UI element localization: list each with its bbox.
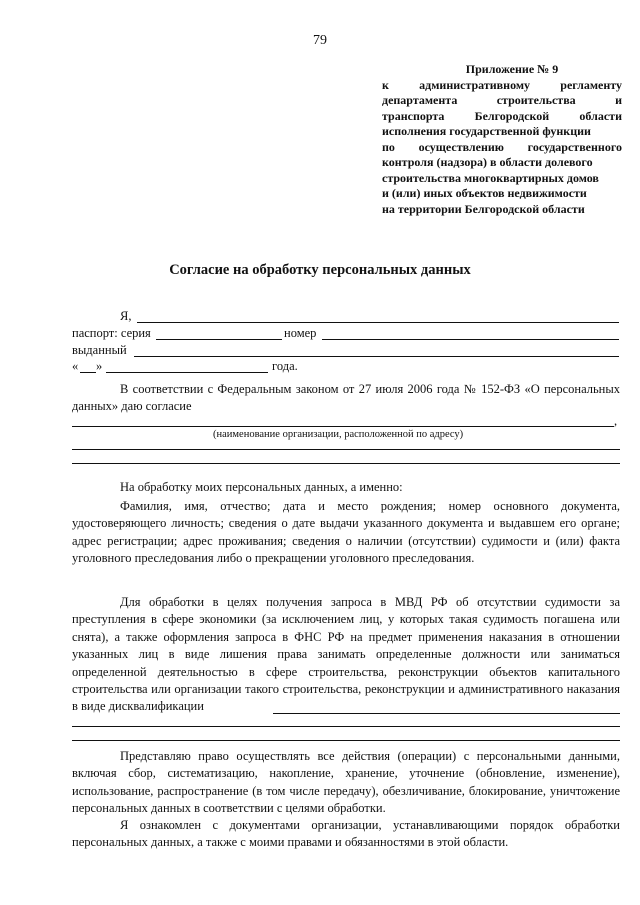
annex-line [382, 78, 622, 94]
annex-word: транспорта [382, 108, 445, 123]
annex-line: исполнения государственной функции [382, 124, 591, 138]
annex-line [382, 93, 622, 109]
org-address-line-1[interactable] [72, 449, 620, 450]
processing-intro: На обработку моих персональных данных, а именно: [120, 480, 403, 494]
annex-word: и [615, 93, 622, 107]
annex-word: регламенту [560, 77, 622, 92]
annex-block [382, 62, 622, 217]
annex-word: административному [419, 77, 531, 92]
purpose-field-line-2[interactable] [72, 726, 620, 727]
annex-word: департамента [382, 93, 458, 107]
annex-word: строительства [496, 93, 576, 107]
annex-line: и (или) иных объектов недвижимости [382, 186, 587, 200]
annex-line: на территории Белгородской области [382, 201, 585, 216]
number-label: номер [284, 326, 317, 340]
org-caption: (наименование организации, расположенной по адресу) [213, 429, 464, 440]
issued-by-field[interactable] [134, 356, 619, 357]
page-number: 79 [313, 33, 327, 48]
data-list-paragraph: Фамилия, имя, отчество; дата и место рождения; номер основного документа, удостоверяющего личность; сведения о дате выдачи указанного документа и выдавшем его органе; адрес регистрации; адрес проживания; сведения о наличии (отсутствии) судимости и (или) факта уголовного преследования либо о прекращении уголовного преследования. [72, 499, 620, 566]
issued-label: выданный [72, 343, 127, 357]
annex-word: по [382, 139, 395, 154]
annex-word: к [382, 77, 389, 92]
year-label: года. [272, 359, 298, 373]
comma: , [614, 414, 618, 428]
consent-intro: В соответствии с Федеральным законом от 27 июля 2006 года № 152-ФЗ «О персональных данных» даю согласие [72, 382, 620, 414]
document-heading: Согласие на обработку персональных данных [169, 262, 471, 278]
issue-day-field[interactable] [80, 372, 96, 373]
passport-number-field[interactable] [322, 339, 619, 340]
annex-word: Белгородской [474, 108, 550, 123]
date-quote-close: » [96, 359, 103, 373]
i-label: Я, [120, 309, 132, 323]
annex-word: осуществлению [418, 139, 504, 154]
full-name-field[interactable] [137, 322, 619, 323]
passport-series-field[interactable] [156, 339, 282, 340]
annex-line [382, 140, 622, 156]
org-address-line-2[interactable] [72, 463, 620, 464]
purpose-field-line-1[interactable] [273, 713, 620, 714]
issue-month-year-field[interactable] [106, 372, 268, 373]
annex-line [382, 109, 622, 125]
purpose-paragraph: Для обработки в целях получения запроса в МВД РФ об отсутствии судимости за преступления в сфере экономики (за исключением лиц, у которых такая судимость погашена или снята), а также оформления запроса в ФНС РФ на предмет применения наказания в отношении указанных лиц в виде лишения права занимать определенные должности или заниматься определенной деятельностью в сфере строительства, реконструкции объектов капитального строительства или организации такого строительства, реконструкции и административного наказания в виде дисквалификации [72, 595, 620, 714]
annex-line: контроля (надзора) в области долевого [382, 155, 593, 169]
date-quote-open: « [72, 359, 79, 373]
annex-word: области [579, 108, 622, 123]
acquainted-paragraph: Я ознакомлен с документами организации, устанавливающими порядок обработки персональных данных, а также с моими правами и обязанностями в этой области. [72, 818, 620, 850]
rights-paragraph: Представляю право осуществлять все действия (операции) с персональными данными, включая сбор, систематизацию, накопление, хранение, уточнение (обновление, изменение), использование, распространение (в том числе передачу), обезличивание, блокирование, уничтожение персональных данных в соответствии с целями обработки. [72, 749, 620, 816]
annex-title: Приложение № 9 [465, 62, 559, 76]
organization-field[interactable] [72, 426, 614, 427]
annex-line: строительства многоквартирных домов [382, 170, 599, 185]
annex-word: государственного [527, 139, 622, 154]
passport-series-label: паспорт: серия [72, 326, 151, 340]
purpose-field-line-3[interactable] [72, 740, 620, 741]
